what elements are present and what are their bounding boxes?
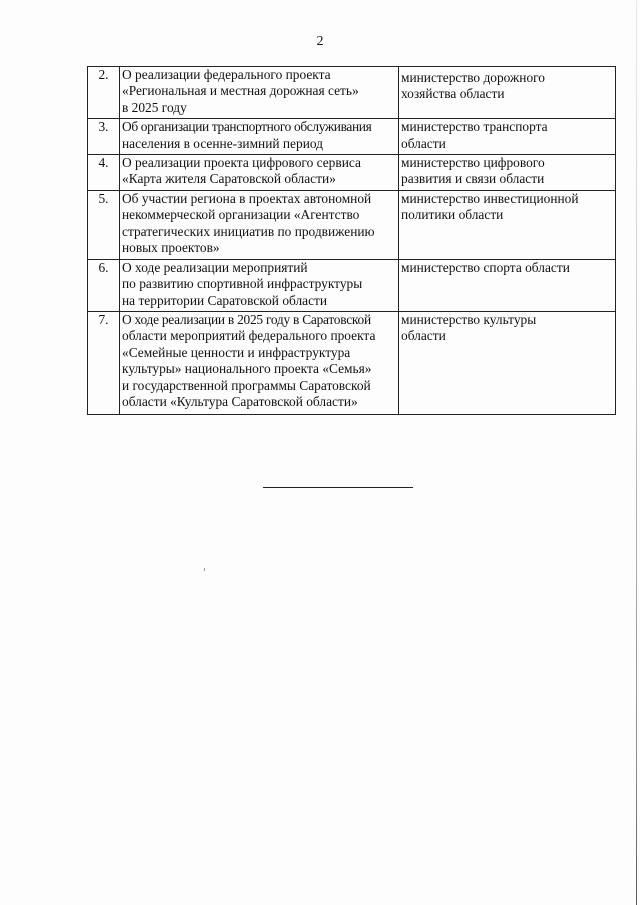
topic-line: О ходе реализации в 2025 году в Саратовской: [122, 312, 371, 328]
closing-divider-line: [263, 487, 413, 488]
table-row: [88, 259, 616, 311]
topic-line: некоммерческой организации «Агентство: [122, 207, 360, 223]
row-responsible: [399, 312, 616, 415]
scan-artifact: [204, 568, 205, 571]
row-topic: [120, 259, 399, 311]
row-responsible: [399, 67, 616, 119]
row-topic: [120, 67, 399, 119]
topic-line: Об участии региона в проектах автономной: [122, 190, 372, 206]
row-responsible: [399, 155, 616, 191]
responsible-line: министерство цифрового: [401, 155, 545, 171]
topic-line: «Региональная и местная дорожная сеть»: [122, 83, 359, 99]
responsible-line: министерство дорожного: [401, 70, 546, 85]
topic-line: «Семейные ценности и инфраструктура: [122, 344, 351, 360]
topic-line: и государственной программы Саратовской: [122, 377, 371, 393]
row-responsible: [399, 259, 616, 311]
table-row: [88, 119, 616, 155]
agenda-table: [87, 66, 616, 415]
topic-line: стратегических инициатив по продвижению: [122, 223, 375, 239]
topic-line: на территории Саратовской области: [122, 292, 328, 308]
row-topic: [120, 312, 399, 415]
row-topic: [120, 119, 399, 155]
row-number: 6.: [88, 259, 120, 311]
topic-line: в 2025 году: [122, 99, 187, 115]
page-number: 2: [316, 34, 324, 49]
responsible-line: министерство инвестиционной: [401, 190, 579, 206]
row-number: 7.: [88, 312, 120, 415]
table-row: [88, 67, 616, 119]
responsible-line: министерство культуры: [401, 312, 537, 328]
responsible-line: области: [401, 135, 446, 151]
responsible-line: хозяйства области: [401, 86, 505, 102]
topic-line: области «Культура Саратовской области»: [122, 394, 358, 410]
row-number: 2.: [88, 67, 120, 119]
topic-line: «Карта жителя Саратовской области»: [122, 171, 336, 187]
row-number: 4.: [88, 155, 120, 191]
responsible-line: министерство транспорта: [401, 119, 548, 135]
scan-edge-shadow: [636, 0, 637, 905]
row-topic: [120, 190, 399, 259]
row-responsible: [399, 190, 616, 259]
topic-line: О реализации проекта цифрового сервиса: [122, 155, 361, 171]
topic-line: по развитию спортивной инфраструктуры: [122, 276, 363, 292]
row-number: 5.: [88, 190, 120, 259]
topic-line: О реализации федерального проекта: [122, 67, 331, 82]
table-row: [88, 312, 616, 415]
topic-line: культуры» национального проекта «Семья»: [122, 361, 372, 377]
responsible-line: развития и связи области: [401, 171, 545, 187]
row-number: 3.: [88, 119, 120, 155]
row-responsible: [399, 119, 616, 155]
row-topic: [120, 155, 399, 191]
responsible-line: области: [401, 328, 446, 344]
topic-line: новых проектов»: [122, 240, 220, 256]
topic-line: области мероприятий федерального проекта: [122, 328, 376, 344]
topic-line: Об организации транспортного обслуживания: [122, 119, 372, 135]
topic-line: О ходе реализации мероприятий: [122, 259, 308, 275]
table-row: [88, 190, 616, 259]
table-row: [88, 155, 616, 191]
responsible-line: министерство спорта области: [401, 259, 570, 275]
topic-line: населения в осенне-зимний период: [122, 135, 323, 151]
responsible-line: политики области: [401, 207, 504, 223]
